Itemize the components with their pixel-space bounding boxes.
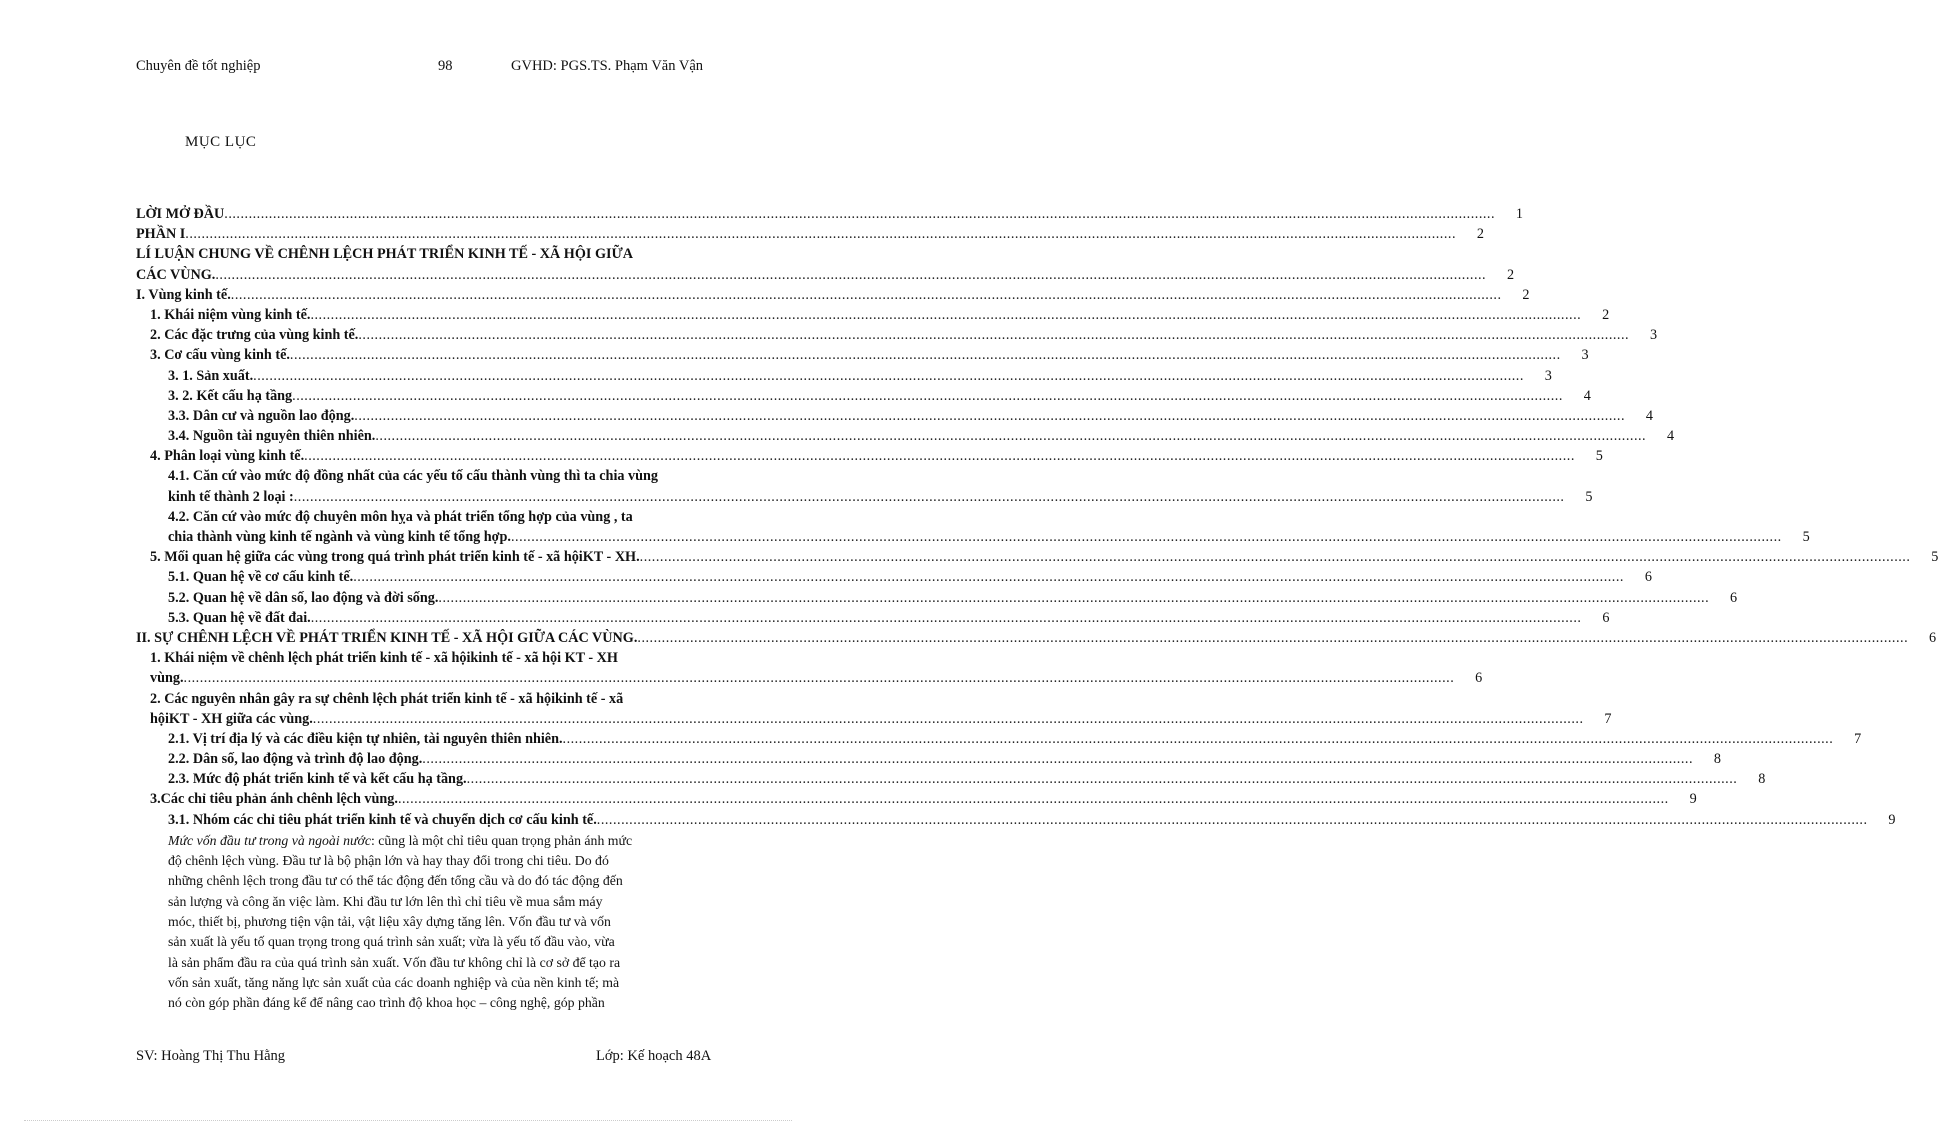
toc-page-number: 6 <box>1730 589 1738 606</box>
toc-entry-label: 3. Cơ cấu vùng kinh tế. <box>150 347 290 364</box>
toc-leader-dots: .......................................................................................................................................................................................................................................................................................................................... <box>224 206 1495 222</box>
toc-entry-text: 2. Các nguyên nhân gây ra sự chênh lệch phát triển kinh tế - xã hộikinh tế - xã <box>150 690 624 707</box>
toc-page-number: 4 <box>1666 428 1675 445</box>
toc-leader-dots: .......................................................................................................................................................................................................................................................................................................................... <box>253 367 1524 384</box>
toc-entry[interactable] <box>136 547 1938 567</box>
toc-page-number: 1 <box>1515 206 1523 222</box>
footer-right: Lớp: Kế hoạch 48A <box>596 1048 712 1064</box>
toc-page-number: 5 <box>1802 529 1810 545</box>
toc-entry[interactable] <box>136 567 1652 587</box>
page-title: MỤC LỤC <box>185 134 257 150</box>
body-paragraph <box>168 831 740 1014</box>
toc-leader-dots: .......................................................................................................................................................................................................................................................................................................................... <box>397 791 1669 808</box>
toc-page-number: 4 <box>1583 387 1591 404</box>
toc-leader-dots: .......................................................................................................................................................................................................................................................................................................................... <box>596 811 1868 828</box>
toc-page-number: 4 <box>1645 407 1654 424</box>
toc-entry[interactable] <box>136 487 1593 507</box>
toc-entry-label: 3.Các chỉ tiêu phản ánh chênh lệch vùng. <box>150 791 398 808</box>
toc-leader-dots: .......................................................................................................................................................................................................................................................................................................................... <box>293 488 1565 505</box>
toc-leader-dots: .......................................................................................................................................................................................................................................................................................................................... <box>312 710 1584 727</box>
toc-page-number: 5 <box>1931 549 1938 566</box>
toc-entry[interactable] <box>136 366 1552 386</box>
toc-page-number: 2 <box>1476 226 1484 243</box>
toc-entry[interactable] <box>136 325 1658 345</box>
header-left: Chuyên đề tốt nghiệp <box>136 58 261 74</box>
toc-page-number: 9 <box>1888 811 1896 828</box>
toc-entry-label: CÁC VÙNG. <box>136 266 216 283</box>
toc-leader-dots: .......................................................................................................................................................................................................................................................................................................................... <box>562 730 1834 747</box>
toc-entry[interactable] <box>136 789 1697 809</box>
toc-entry[interactable] <box>136 527 1810 547</box>
toc-entry[interactable] <box>136 749 1721 769</box>
page-bottom-divider <box>24 1120 792 1121</box>
paragraph-line: móc, thiết bị, phương tiện vận tải, vật liệu xây dựng tăng lên. Vốn đầu tư và vốn <box>168 914 611 929</box>
toc-entry-label: 2.1. Vị trí địa lý và các điều kiện tự nhiên, tài nguyên thiên nhiên. <box>168 730 563 747</box>
toc-entry-label: I. Vùng kinh tế. <box>136 286 231 303</box>
toc-leader-dots: .......................................................................................................................................................................................................................................................................................................................... <box>183 670 1455 687</box>
toc-page-number: 2 <box>1506 266 1515 283</box>
toc-entry-label: vùng. <box>150 670 184 687</box>
toc-leader-dots: .......................................................................................................................................................................................................................................................................................................................... <box>310 609 1582 626</box>
toc-leader-dots: .......................................................................................................................................................................................................................................................................................................................... <box>289 347 1561 364</box>
toc-leader-dots: .......................................................................................................................................................................................................................................................................................................................... <box>353 569 1624 586</box>
toc-page-number: 3 <box>1544 367 1552 384</box>
toc-entry[interactable] <box>136 446 1603 466</box>
toc-entry-label: chia thành vùng kinh tế ngành và vùng kinh tế tổng hợp. <box>168 529 511 545</box>
toc-entry[interactable] <box>136 426 1675 446</box>
paragraph-line: sản lượng và công ăn việc làm. Khi đầu tư lớn lên thì chỉ tiêu về mua sắm máy <box>168 893 603 909</box>
toc-entry-label: 5. Mối quan hệ giữa các vùng trong quá trình phát triển kinh tế - xã hộiKT - XH. <box>150 549 640 566</box>
toc-entry[interactable] <box>136 406 1654 426</box>
paragraph-line: độ chênh lệch vùng. Đầu tư là bộ phận lớn và hay thay đổi trong chi tiêu. Do đó <box>168 853 609 869</box>
toc-entry[interactable] <box>136 588 1738 608</box>
toc-page-number: 3 <box>1649 327 1658 344</box>
paragraph-line: vốn sản xuất, tăng năng lực sản xuất của các doanh nghiệp và của nền kinh tế; mà <box>168 974 620 990</box>
toc-entry-label: 5.3. Quan hệ về đất đai. <box>168 609 311 626</box>
toc-page-number: 2 <box>1602 306 1610 323</box>
toc-entry-label: 2.2. Dân số, lao động và trình độ lao động. <box>168 751 423 768</box>
toc-leader-dots: .......................................................................................................................................................................................................................................................................................................................... <box>354 407 1626 424</box>
toc-entry-label: hộiKT - XH giữa các vùng. <box>150 710 313 727</box>
toc-page-number: 3 <box>1581 347 1589 364</box>
toc-entry-label: PHẦN I <box>136 226 186 243</box>
toc-leader-dots: .......................................................................................................................................................................................................................................................................................................................... <box>639 549 1911 566</box>
paragraph-line: những chênh lệch trong đầu tư có thể tác động đến tổng cầu và do đó tác động đến <box>168 873 623 889</box>
toc-page-number: 5 <box>1585 488 1593 505</box>
toc-page-number: 6 <box>1475 670 1483 687</box>
toc-leader-dots: .......................................................................................................................................................................................................................................................................................................................... <box>310 306 1582 323</box>
toc-entry-label: 3.1. Nhóm các chỉ tiêu phát triển kinh tế và chuyển dịch cơ cấu kinh tế. <box>168 811 597 828</box>
toc-leader-dots: .......................................................................................................................................................................................................................................................................................................................... <box>304 448 1575 465</box>
toc-page-number: 6 <box>1929 629 1937 646</box>
toc-entry[interactable] <box>136 285 1530 305</box>
toc-leader-dots: .......................................................................................................................................................................................................................................................................................................................... <box>185 226 1456 243</box>
header-right: GVHD: PGS.TS. Phạm Văn Vận <box>511 58 704 74</box>
toc-leader-dots: .......................................................................................................................................................................................................................................................................................................................... <box>358 327 1630 344</box>
header-page-number: 98 <box>438 58 453 74</box>
toc-entry[interactable] <box>136 608 1610 628</box>
toc-entry-label: 2.3. Mức độ phát triển kinh tế và kết cấu hạ tầng. <box>168 771 467 788</box>
toc-entry-label: 5.1. Quan hệ về cơ cấu kinh tế. <box>168 569 354 586</box>
toc-page-number: 9 <box>1689 791 1697 808</box>
toc-entry-label: 1. Khái niệm vùng kinh tế. <box>150 306 311 323</box>
toc-entry-text: LÍ LUẬN CHUNG VỀ CHÊNH LỆCH PHÁT TRIỂN KINH TẾ - XÃ HỘI GIỮA <box>136 246 634 263</box>
paragraph-line: là sản phẩm đầu ra của quá trình sản xuất. Vốn đầu tư không chỉ là cơ sở để tạo ra <box>168 954 621 970</box>
toc-entry-label: 3. 1. Sản xuất. <box>168 367 254 384</box>
toc-page-number: 8 <box>1713 751 1721 768</box>
toc-entry[interactable] <box>136 709 1612 729</box>
paragraph-lead-italic: Mức vốn đầu tư trong và ngoài nước <box>168 832 372 848</box>
toc-entry-label: LỜI MỞ ĐẦU <box>136 206 225 222</box>
toc-entry-label: 3.4. Nguồn tài nguyên thiên nhiên. <box>168 428 376 445</box>
footer-left: SV: Hoàng Thị Thu Hằng <box>136 1048 286 1064</box>
toc-entry[interactable] <box>136 224 1484 244</box>
toc-entry[interactable] <box>136 265 1515 285</box>
toc-leader-dots: .......................................................................................................................................................................................................................................................................................................................... <box>375 428 1647 445</box>
toc-leader-dots: .......................................................................................................................................................................................................................................................................................................................... <box>466 771 1738 788</box>
toc-leader-dots: .......................................................................................................................................................................................................................................................................................................................... <box>215 266 1487 283</box>
toc-entry[interactable] <box>136 345 1589 365</box>
toc-page-number: 2 <box>1522 286 1530 303</box>
toc-entry-label: 4. Phân loại vùng kinh tế. <box>150 448 305 465</box>
paragraph-line: sản xuất là yếu tố quan trọng trong quá trình sản xuất; vừa là yếu tố đầu vào, vừa <box>168 934 615 950</box>
toc-entry-label: 3. 2. Kết cấu hạ tầng <box>168 387 293 404</box>
toc-page-number: 6 <box>1644 569 1652 586</box>
toc-entry-label: 3.3. Dân cư và nguồn lao động. <box>168 407 355 424</box>
toc-leader-dots: .......................................................................................................................................................................................................................................................................................................................... <box>438 589 1710 606</box>
toc-leader-dots: .......................................................................................................................................................................................................................................................................................................................... <box>292 387 1563 404</box>
toc-entry-text: 4.1. Căn cứ vào mức độ đồng nhất của các yếu tố cấu thành vùng thì ta chia vùng <box>168 468 659 485</box>
paragraph-line: Mức vốn đầu tư trong và ngoài nước: cũng là một chỉ tiêu quan trọng phản ánh mức <box>168 832 633 848</box>
toc-entry[interactable] <box>136 386 1591 406</box>
toc-entry-text: 1. Khái niệm về chênh lệch phát triển kinh tế - xã hộikinh tế - xã hội KT - XH <box>150 650 618 667</box>
toc-leader-dots: .......................................................................................................................................................................................................................................................................................................................... <box>510 529 1782 545</box>
toc-entry[interactable] <box>136 204 1523 224</box>
toc-entry[interactable] <box>136 305 1610 325</box>
toc-entry-text: 4.2. Căn cứ vào mức độ chuyên môn hỵa và phát triển tổng hợp của vùng , ta <box>168 508 633 525</box>
toc-page-number: 7 <box>1854 730 1862 747</box>
toc-leader-dots: .......................................................................................................................................................................................................................................................................................................................... <box>230 286 1502 303</box>
toc-entry[interactable] <box>136 628 1937 648</box>
toc-page-number: 8 <box>1758 771 1766 788</box>
table-of-contents <box>136 204 1938 1013</box>
toc-entry[interactable] <box>136 810 1896 830</box>
toc-page-number: 6 <box>1602 609 1610 626</box>
toc-entry-label: II. SỰ CHÊNH LỆCH VỀ PHÁT TRIỂN KINH TẾ - XÃ HỘI GIỮA CÁC VÙNG. <box>136 629 638 646</box>
toc-entry[interactable] <box>136 729 1862 749</box>
toc-entry[interactable] <box>136 769 1766 789</box>
toc-leader-dots: .......................................................................................................................................................................................................................................................................................................................... <box>637 629 1909 646</box>
toc-entry-label: 2. Các đặc trưng của vùng kinh tế. <box>150 327 359 344</box>
paragraph-line: nó còn góp phần đáng kể để nâng cao trình độ khoa học – công nghệ, góp phần <box>168 995 605 1011</box>
toc-entry-label: kinh tế thành 2 loại : <box>168 488 294 505</box>
toc-entry[interactable] <box>136 668 1483 688</box>
toc-entry-label: 5.2. Quan hệ về dân số, lao động và đời sống. <box>168 589 439 606</box>
toc-leader-dots: .......................................................................................................................................................................................................................................................................................................................... <box>422 751 1693 768</box>
toc-page-number: 5 <box>1595 448 1603 465</box>
toc-page-number: 7 <box>1604 710 1612 727</box>
